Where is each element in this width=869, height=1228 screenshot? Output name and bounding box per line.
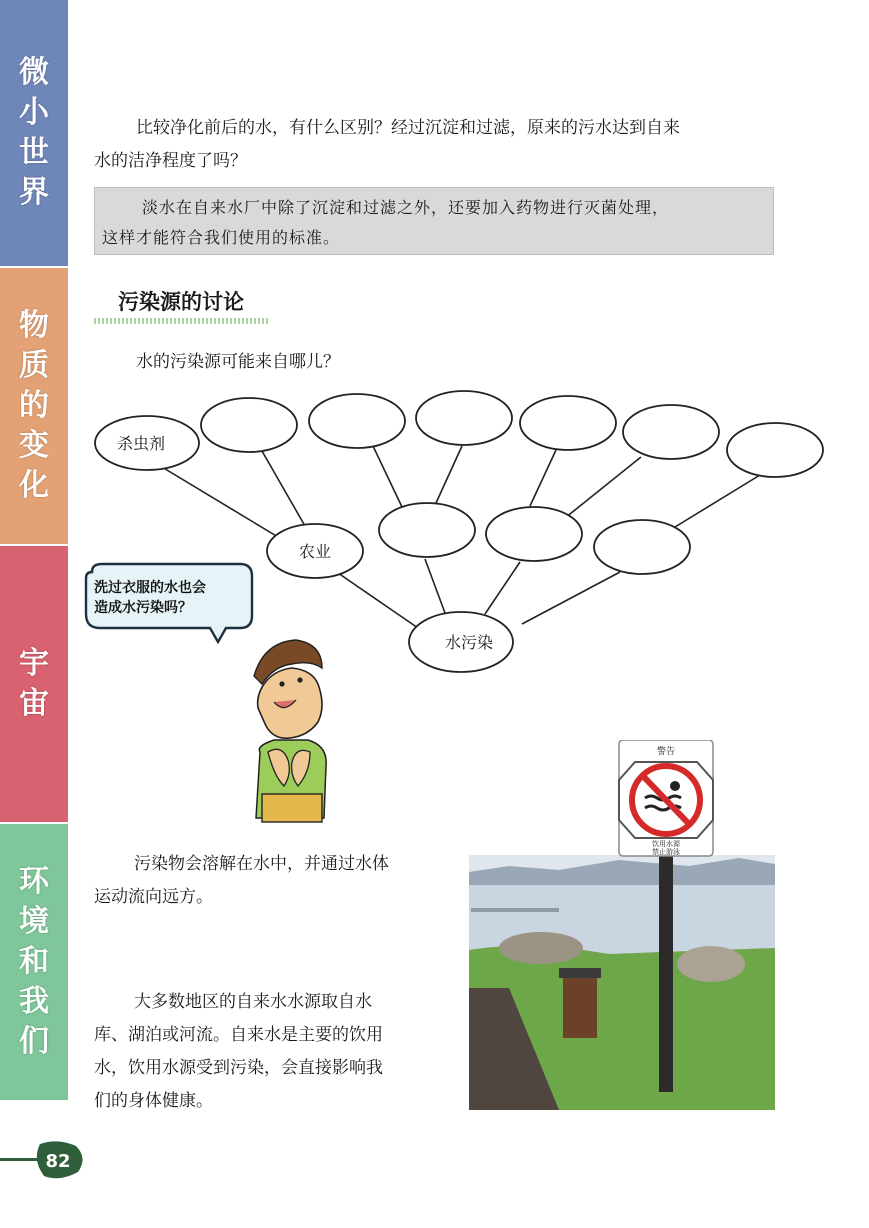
note-line-2: 这样才能符合我们使用的标准。	[102, 228, 341, 247]
intro-line-1: 比较净化前后的水，有什么区别？经过沉淀和过滤，原来的污水达到自来	[136, 118, 680, 138]
p2-line-1: 大多数地区的自来水水源取自水	[134, 992, 372, 1012]
tab-char: 化	[19, 468, 49, 503]
side-tab-environment-and-us[interactable]	[0, 824, 68, 1100]
no-swimming-sign	[619, 740, 713, 856]
body-paragraph-2	[94, 986, 464, 1118]
speech-line-2: 造成水污染吗？	[94, 600, 192, 616]
tab-char: 物	[19, 308, 49, 343]
tab-char: 界	[19, 175, 49, 210]
diagram-node-blank[interactable]	[201, 398, 297, 452]
tab-char: 质	[19, 348, 49, 383]
note-box	[94, 187, 774, 255]
side-tab-micro-world[interactable]	[0, 0, 68, 266]
section-title: 污染源的讨论	[118, 290, 244, 314]
boy-illustration	[78, 556, 338, 826]
diagram-node-blank[interactable]	[486, 507, 582, 561]
diagram-node-blank[interactable]	[309, 394, 405, 448]
side-tab-universe[interactable]	[0, 546, 68, 822]
p2-line-2: 库、湖泊或河流。自来水是主要的饮用	[94, 1025, 383, 1045]
sign-line-1: 饮用水源	[652, 840, 680, 848]
sign-line-2: 禁止游泳	[652, 848, 680, 856]
p1-line-2: 运动流向远方。	[94, 887, 213, 907]
speech-line-1: 洗过衣服的水也会	[94, 580, 206, 596]
node-label-root: 水污染	[444, 633, 494, 652]
intro-paragraph	[94, 112, 784, 178]
lake-scene	[469, 740, 775, 1110]
tab-char: 们	[19, 1024, 49, 1059]
page-number: 82	[45, 1151, 71, 1172]
p2-line-3: 水，饮用水源受到污染，会直接影响我	[94, 1058, 383, 1078]
diagram-node-root	[409, 612, 513, 672]
tab-char: 和	[19, 944, 49, 979]
tab-char: 的	[19, 388, 49, 423]
tab-char: 世	[19, 135, 49, 170]
side-tab-matter-change[interactable]	[0, 268, 68, 544]
diagram-node-blank[interactable]	[520, 396, 616, 450]
boy-figure	[254, 640, 326, 822]
p2-line-4: 们的身体健康。	[94, 1091, 213, 1111]
tab-char: 宇	[19, 646, 49, 681]
lake-photo	[469, 740, 775, 1110]
intro-line-2: 水的洁净程度了吗？	[94, 151, 247, 171]
tab-char: 环	[19, 864, 49, 899]
sign-top-text: 警告	[656, 747, 676, 757]
note-line-1: 淡水在自来水厂中除了沉淀和过滤之外，还要加入药物进行灭菌处理，	[142, 198, 670, 217]
diagram-node-blank[interactable]	[594, 520, 690, 574]
section-question: 水的污染源可能来自哪儿？	[136, 352, 340, 372]
node-label-agriculture: 农业	[298, 542, 332, 561]
p1-line-1: 污染物会溶解在水中，并通过水体	[134, 854, 389, 874]
tab-char: 变	[19, 428, 49, 463]
tab-char: 我	[19, 984, 49, 1019]
tab-char: 境	[19, 904, 49, 939]
diagram-node-blank[interactable]	[416, 391, 512, 445]
tab-char: 微	[19, 55, 49, 90]
tab-char: 宙	[19, 686, 49, 721]
tab-char: 小	[19, 95, 49, 130]
page-number-badge	[0, 1138, 90, 1182]
node-label-pesticide: 杀虫剂	[116, 434, 166, 453]
body-paragraph-1	[94, 848, 464, 914]
diagram-node-blank[interactable]	[379, 503, 475, 557]
title-underline	[94, 318, 270, 324]
diagram-node-blank[interactable]	[727, 423, 823, 477]
diagram-node-pesticide	[95, 416, 199, 470]
diagram-node-blank[interactable]	[623, 405, 719, 459]
